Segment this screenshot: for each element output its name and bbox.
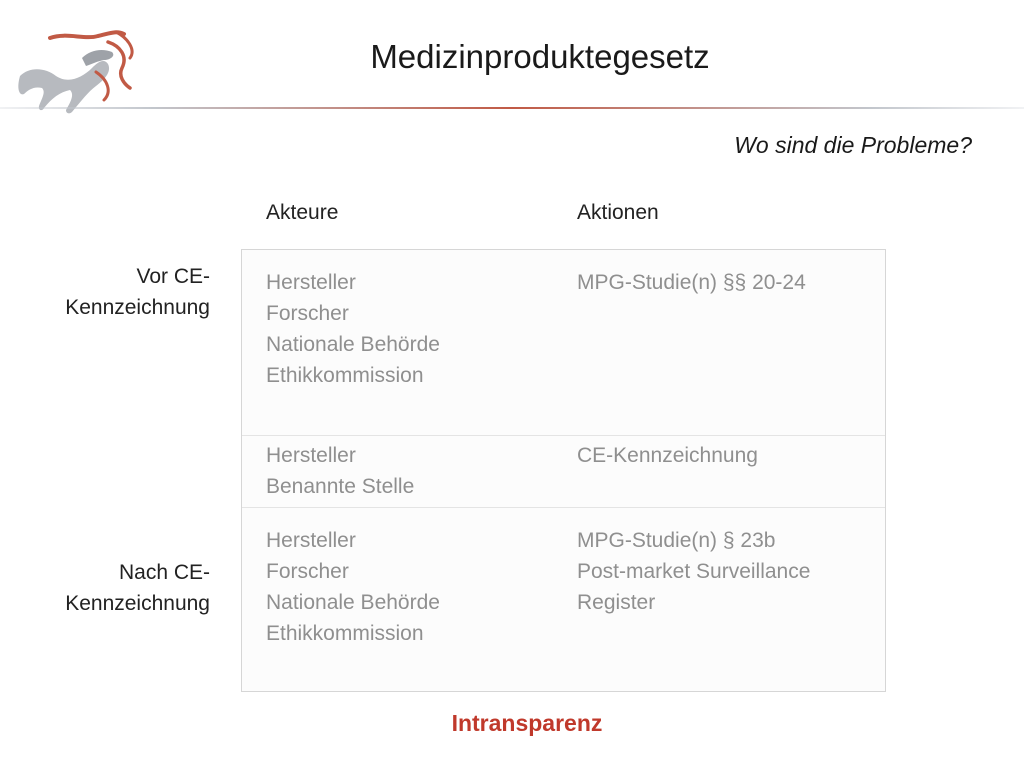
list-item: MPG-Studie(n) §§ 20-24 — [577, 271, 806, 294]
title-divider — [0, 107, 1024, 109]
list-item: Ethikkommission — [266, 364, 424, 387]
list-item: Hersteller — [266, 444, 356, 467]
column-header-akteure: Akteure — [266, 201, 339, 224]
row-divider — [242, 507, 885, 508]
list-item: Register — [577, 591, 656, 614]
actors-actions-table — [241, 249, 886, 692]
column-header-aktionen: Aktionen — [577, 201, 659, 224]
slide-subtitle: Wo sind die Probleme? — [734, 132, 972, 158]
list-item: Nationale Behörde — [266, 591, 440, 614]
row1-akteure-cell — [266, 267, 440, 391]
row3-aktionen-cell — [577, 525, 810, 618]
list-item: CE-Kennzeichnung — [577, 444, 758, 467]
list-item: Benannte Stelle — [266, 475, 415, 498]
row1-aktionen-cell — [577, 267, 806, 298]
list-item: Hersteller — [266, 529, 356, 552]
row-divider — [242, 435, 885, 436]
list-item: Ethikkommission — [266, 622, 424, 645]
list-item: Post-market Surveillance — [577, 560, 811, 583]
row-label-line: Kennzeichnung — [65, 296, 210, 319]
page-title: Medizinproduktegesetz — [370, 38, 710, 75]
list-item: Hersteller — [266, 271, 356, 294]
row3-akteure-cell — [266, 525, 440, 649]
row-label-line: Vor CE- — [136, 265, 210, 288]
row-label-line: Nach CE- — [118, 561, 210, 584]
row-label-line: Kennzeichnung — [65, 592, 210, 615]
list-item: MPG-Studie(n) § 23b — [577, 529, 776, 552]
row-label-vor-ce — [65, 261, 210, 323]
list-item: Forscher — [266, 560, 349, 583]
list-item: Nationale Behörde — [266, 333, 440, 356]
list-item: Forscher — [266, 302, 349, 325]
conclusion-text: Intransparenz — [451, 710, 603, 736]
row2-akteure-cell — [266, 440, 414, 502]
row2-aktionen-cell — [577, 440, 758, 471]
row-label-nach-ce — [65, 557, 210, 619]
